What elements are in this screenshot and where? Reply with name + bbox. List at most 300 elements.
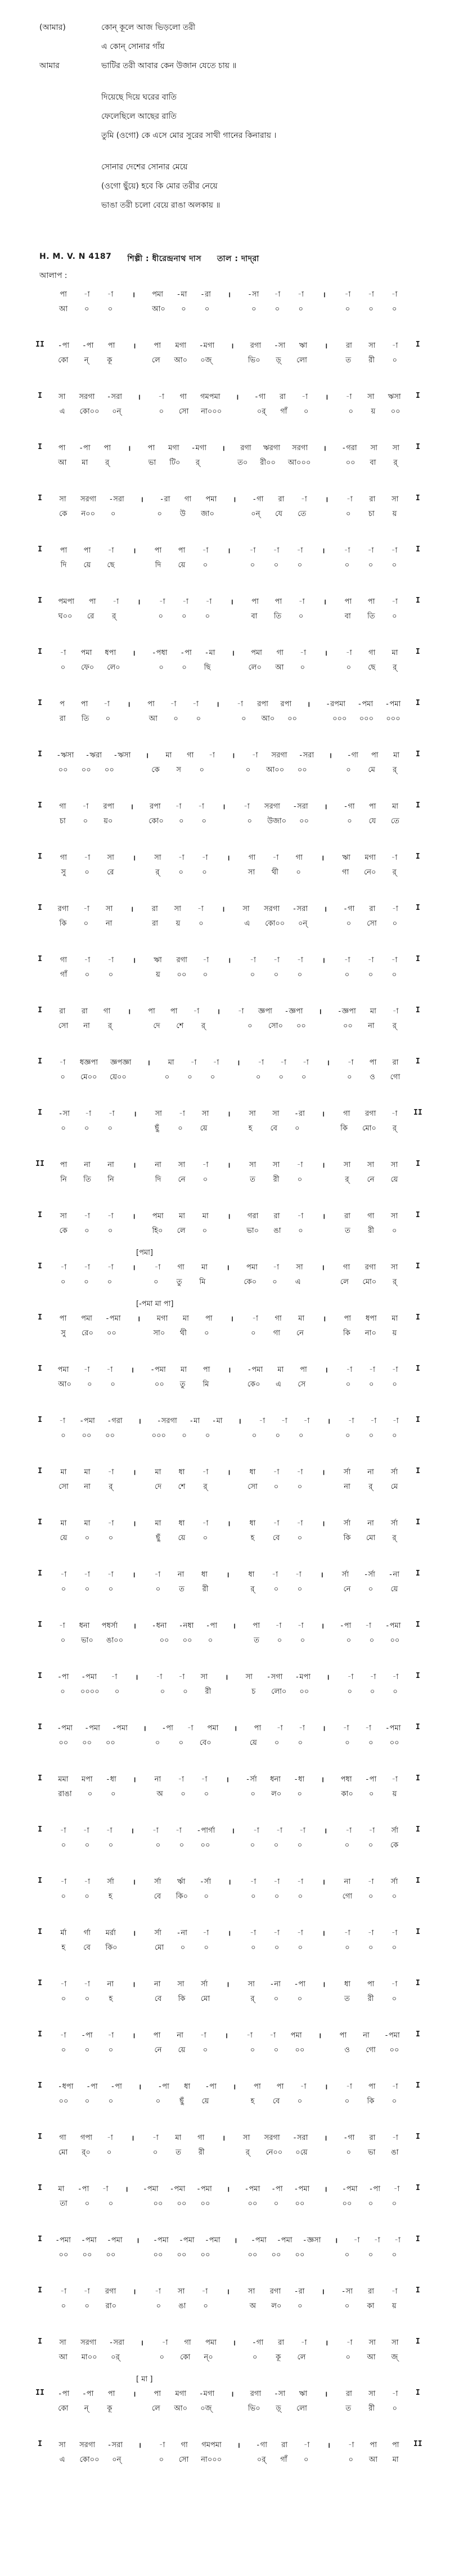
swara-note: । [231,1827,235,1835]
swara-line [35,1825,423,1837]
bani-syllable: ০ [298,1892,303,1901]
bani-syllable [320,1379,330,1391]
bani-syllable: ০ [205,1431,210,1440]
swara-note: -গরা [107,1417,123,1425]
swara-note: -পমা [179,2236,195,2245]
bani-syllable: হ [109,1995,113,2003]
bani-syllable [226,1686,236,1698]
swara-note: রা [279,393,286,401]
swara-note: পা [60,1161,68,1169]
swara-note: মগা [364,854,376,862]
bani-syllable [35,1789,45,1801]
swara-note: পমা [246,1263,258,1272]
bani-syllable: কে [390,1841,399,1850]
swara-note: গা [343,1263,350,1272]
bani-syllable [413,509,423,520]
swara-note: পধর্সা [101,1622,118,1630]
bani-syllable: নে০ [363,868,376,877]
bani-syllable: রী [202,1585,209,1594]
swara-note: -পমা [357,700,374,708]
bani-syllable: ০ [275,1431,280,1440]
swara-line [35,1774,423,1786]
bani-syllable: ০ [392,561,397,569]
bani-syllable [35,970,45,981]
swara-note: I [38,1774,42,1783]
swara-note: I [415,699,420,707]
bani-syllable: ০ [392,2097,397,2106]
swara-note: I [416,545,420,554]
notation-row [35,492,423,543]
swara-note: । [325,2339,328,2348]
bani-syllable: ০ [202,1534,208,1542]
bani-syllable [413,2045,423,2057]
bani-syllable [224,1994,234,2005]
swara-note: -পমা [150,1366,166,1374]
swara-note: । [228,1878,231,1887]
bani-syllable: ০ [368,1790,374,1798]
bani-syllable: ০ [251,305,256,313]
bani-syllable [35,1994,45,2005]
swara-note: -সরা [292,905,308,913]
notation-row [35,1249,423,1311]
swara-note: র্সা [343,1519,351,1528]
bani-syllable: য় [176,919,181,928]
bani-syllable: ০ [369,1636,375,1645]
swara-note: মা [201,1263,208,1272]
bani-syllable: বে [272,2097,280,2106]
notation-row [35,1618,423,1670]
swara-note: পা [178,546,186,555]
swara-note: । [128,445,131,453]
swara-note: -পা [79,444,91,452]
bani-syllable: ০ [274,305,280,313]
swara-note: পা [339,2031,347,2040]
bani-syllable: ০ [393,1688,398,1696]
swara-note: । [325,496,328,504]
bani-syllable: ০০ [154,1380,164,1389]
swara-note: ধপা [365,1314,377,1323]
bani-syllable: ০ন্‌ [112,2456,122,2464]
bani-line [35,1072,423,1084]
swara-note: -া [392,2390,398,2398]
bani-line [35,1430,423,1442]
bani-syllable [226,662,236,674]
swara-note: পা [254,1724,262,1733]
swara-note: I [38,955,42,963]
swara-note: -া [60,1826,66,1835]
swara-note: -সরা [107,2441,123,2449]
swara-note: পমপা [58,598,74,606]
swara-note: -া [201,1775,208,1784]
bani-syllable: না০০০ [201,407,222,416]
bani-syllable: সা০ [153,1329,165,1338]
swara-note: -া [276,1826,282,1835]
bani-syllable: ০ [111,1790,116,1798]
lyric-text: (ওগো ছুঁয়ে) হবে কি মোর তরীর নেয়ে [101,182,218,191]
swara-note: -পমা [153,2236,169,2245]
bani-syllable: য় [371,407,376,416]
bani-syllable [413,1123,423,1135]
swara-note: । [323,1315,326,1323]
bani-syllable: ছুঁ [179,2097,184,2106]
bani-syllable [129,970,140,981]
bani-syllable: ০ [108,971,114,979]
swara-note: মপা [81,1775,93,1784]
bani-syllable: কো০০ [79,407,100,416]
swara-note: II [35,1160,44,1168]
swara-line [35,2030,423,2042]
swara-note: -া [252,1314,258,1323]
swara-note: গা [184,2339,191,2347]
bani-syllable: ০ [346,919,352,928]
bani-syllable: ০০ [153,2251,163,2259]
bani-syllable: ছুঁ [154,1124,159,1133]
bani-syllable [35,509,45,520]
notation-row [35,1874,423,1926]
swara-note: রা [151,905,158,913]
bani-syllable [223,1226,233,1237]
swara-note: গা [103,1007,111,1016]
swara-note: পমা [57,1366,69,1374]
swara-note: না [367,1519,374,1528]
bani-syllable: নে০০ [266,2148,283,2157]
bani-syllable: ০০ [342,2200,352,2208]
bani-syllable: আ০ [261,715,275,723]
swara-note: -া [107,290,114,299]
swara-note: -া [273,546,280,555]
bani-syllable: ০ [303,2456,309,2464]
swara-note: -মগা [199,342,215,350]
swara-note: সা [107,854,114,862]
notation-row [35,594,423,645]
bani-syllable [413,1533,423,1545]
bani-syllable: ত [345,356,352,365]
bani-syllable: শে [178,1483,186,1491]
bani-syllable: ০ [368,1892,374,1901]
swara-note: -া [202,1929,209,1937]
swara-note: । [224,2032,228,2040]
swara-note: I [38,1518,42,1527]
bani-syllable: ০০ [390,1636,400,1645]
bani-line [35,1738,423,1749]
swara-line [35,1723,423,1735]
bani-syllable [413,1942,423,1954]
swara-note: -পা [364,1775,377,1784]
bani-syllable: ০ [61,1892,66,1901]
bani-syllable: না০ [364,1329,376,1338]
bani-syllable: মা০০ [81,2353,97,2362]
bani-syllable: ০ [273,1841,279,1850]
swara-note: II [35,340,44,349]
bani-syllable: ০ [181,1790,186,1798]
swara-note: -পমা [81,2236,97,2245]
bani-syllable: রী [205,1688,212,1696]
bani-syllable [129,1226,139,1237]
swara-note: । [132,649,136,658]
swara-note: । [232,752,235,760]
swara-note: । [131,2134,134,2143]
notation-row [35,799,423,850]
swara-note: ঋসা [388,393,401,401]
bani-syllable: ০ [250,561,255,569]
swara-line [35,2235,423,2247]
bani-syllable [128,1430,138,1442]
swara-note: পা [107,342,115,350]
bani-line [35,1891,423,1903]
swara-note: রগা [364,1263,376,1272]
bani-syllable: য়ে [390,1585,398,1594]
bani-syllable: বা [344,612,351,621]
bani-syllable [129,304,139,316]
swara-note: -া [273,1263,279,1272]
swara-note: । [130,803,133,811]
bani-line [35,2147,423,2159]
swara-note: না [363,2031,370,2040]
swara-note: -া [345,393,352,401]
bani-syllable: ০ [84,1227,89,1235]
tala-label: তাল : দাদ্‌রা [217,254,259,263]
swara-note: -নধা [178,1622,194,1630]
swara-note: সা [390,1263,398,1272]
bani-syllable: কি [59,919,67,928]
swara-note: না [107,1980,114,1989]
bani-syllable: ০ [111,510,116,518]
bani-syllable: মো০ [362,1278,377,1286]
swara-note: । [321,1776,324,1784]
bani-syllable: নি [107,1175,114,1184]
bani-syllable: ০ [179,817,184,825]
bani-syllable: ০ [182,663,187,672]
bani-syllable: ০ [160,1688,165,1696]
bani-syllable [322,816,332,828]
swara-note: -সরা [292,2134,308,2142]
swara-note: I [38,1416,42,1424]
bani-syllable: ০ [278,1073,284,1081]
swara-note: । [141,2339,143,2348]
swara-note: পা [344,598,352,606]
swara-note: সা [178,2287,185,2296]
swara-note: ধা [201,1570,208,1579]
swara-note: পা [205,1314,213,1323]
bani-syllable: ০ [251,1329,256,1338]
bani-syllable: ০ [273,2200,279,2208]
swara-note: I [415,2337,420,2346]
bani-syllable: ০ [61,2302,66,2310]
bani-syllable: র্‌ [392,1534,397,1542]
bani-syllable: ফে০ [80,663,94,672]
swara-note [413,289,423,301]
bani-syllable: ছে [368,663,376,672]
bani-syllable: মো০ [362,1124,376,1133]
swara-note: -া [303,1417,310,1425]
swara-note: মগা [168,444,179,452]
notation-row [35,697,423,748]
bani-syllable [35,1328,45,1340]
bani-syllable: ০ [368,1585,374,1594]
swara-note: -া [197,905,204,913]
swara-note: সা [105,905,113,913]
bani-syllable: ০ [84,1995,90,2003]
swara-note: I [38,1979,42,1987]
bani-syllable [35,1072,45,1084]
bani-syllable: য়ে [390,1175,398,1184]
swara-note: না [154,1775,161,1784]
bani-syllable [127,918,137,930]
swara-note: গা [179,393,187,401]
swara-line [35,699,423,711]
swara-note: -া [250,1878,256,1886]
bani-syllable [129,1738,139,1749]
bani-line [35,1174,423,1186]
bani-syllable: ০ [273,971,279,979]
swara-line [35,443,423,455]
swara-note: -া [182,598,188,606]
swara-note: । [231,2390,234,2399]
swara-note: মগা [175,2390,187,2398]
bani-syllable [224,1738,235,1749]
swara-line [35,1518,423,1530]
swara-note: গা [59,802,66,811]
bani-syllable: সা [248,868,255,877]
swara-note: পমা [152,290,164,299]
bani-syllable: ০০ [287,715,297,723]
swara-note: সা [392,2339,399,2347]
swara-note: I [416,1877,420,1885]
bani-syllable: ০ [255,1073,261,1081]
bani-syllable [35,2301,45,2313]
swara-note: -া [179,1110,185,1118]
swara-note [35,289,45,301]
bani-syllable: ০ [204,1892,209,1901]
bani-syllable: না [344,1483,350,1491]
bani-syllable [35,1891,45,1903]
bani-syllable: রী [273,1175,280,1184]
swara-note: । [233,496,236,504]
bani-syllable: তি [81,715,89,723]
bani-syllable: ন্‌০ [204,2353,213,2362]
bani-line [35,1021,423,1033]
bani-syllable [413,457,423,469]
swara-note: -া [251,751,258,760]
swara-note: মা [202,1212,209,1220]
bani-syllable [130,2301,140,2313]
swara-line [35,2337,423,2349]
bani-syllable [35,2147,45,2159]
bani-syllable: য়০ [104,817,113,825]
bani-syllable: ০ [346,766,351,774]
swara-note: -া [187,1724,194,1733]
bani-syllable: ত [344,1995,350,2003]
bani-syllable: ০০০ [151,1431,166,1440]
bani-syllable: যে [275,510,282,518]
swara-note: -া [346,2083,352,2091]
bani-syllable: সো [248,1483,258,1491]
bani-syllable: কি০ [176,1892,188,1901]
bani-syllable: ০০ [200,2251,210,2259]
bani-syllable: ০র্‌ [111,2353,120,2362]
bani-syllable: ০ [392,2404,397,2413]
swara-note: । [321,854,325,863]
bani-syllable: ০০ [105,1431,115,1440]
bani-syllable: ভা০ [80,1636,93,1645]
notation-row [35,2079,423,2130]
swara-note: রগা [240,444,251,452]
swara-note: । [133,2288,136,2296]
swara-line [35,648,423,659]
bani-line [35,1328,423,1340]
swara-note: সা [390,1161,398,1169]
swara-note: গা [60,854,68,862]
bani-syllable: দি [155,1175,161,1184]
swara-note: -া [84,1263,90,1272]
bani-syllable [323,457,333,469]
bani-syllable: কো০ [148,817,164,825]
notation-row [35,1926,423,1977]
bani-line [35,2096,423,2108]
swara-line [35,1262,423,1274]
swara-note: -া [152,1826,159,1835]
swara-note: I [38,2030,42,2039]
bani-syllable: র্‌ [105,459,110,467]
bani-syllable: বা [370,459,376,467]
bani-line [35,1635,423,1647]
bani-syllable: বে [154,1892,161,1901]
swara-note: -া [170,700,177,708]
bani-syllable: রা [152,919,159,928]
bani-syllable [413,1021,423,1033]
swara-note: -রপমা [326,700,345,708]
swara-note: -পা [205,2083,217,2091]
swara-note: সা [392,495,399,504]
bani-syllable: য়ে [178,1534,186,1542]
swara-note: -না [176,1929,187,1937]
bani-syllable [320,1430,330,1442]
swara-note: -া [297,956,303,964]
bani-syllable [413,1328,423,1340]
swara-note: -া [299,1826,305,1835]
bani-syllable: ০০ [200,1841,210,1850]
swara-note: পা [202,1366,210,1374]
swara-note: -া [83,2287,90,2296]
swara-note: I [38,1621,42,1629]
bani-syllable: ০ [61,1431,66,1440]
bani-syllable: র্‌ [392,1022,397,1030]
swara-note: । [324,649,327,658]
bani-syllable [224,1840,234,1852]
swara-note: গা [59,2134,66,2142]
swara-note: মা [181,1366,187,1374]
bani-syllable [35,816,45,828]
bani-syllable: উ [179,510,186,518]
swara-note: -পমা [57,1724,73,1733]
bani-line [35,304,423,316]
swara-note: -া [394,2236,400,2245]
bani-syllable [35,2250,45,2261]
bani-syllable: ০ [345,1739,350,1747]
swara-note: -ধা [294,1775,305,1784]
bani-syllable [222,1021,232,1033]
bani-syllable: ০ [297,1995,303,2003]
swara-note: । [227,2185,230,2194]
bani-syllable [129,1840,140,1852]
swara-note: I [38,2133,42,2141]
swara-note: । [230,598,233,607]
swara-note: -া [193,1007,200,1016]
swara-note: -া [58,1622,65,1630]
swara-note: -া [345,649,352,657]
bani-syllable [227,509,237,520]
bani-syllable: ০ [392,612,397,621]
